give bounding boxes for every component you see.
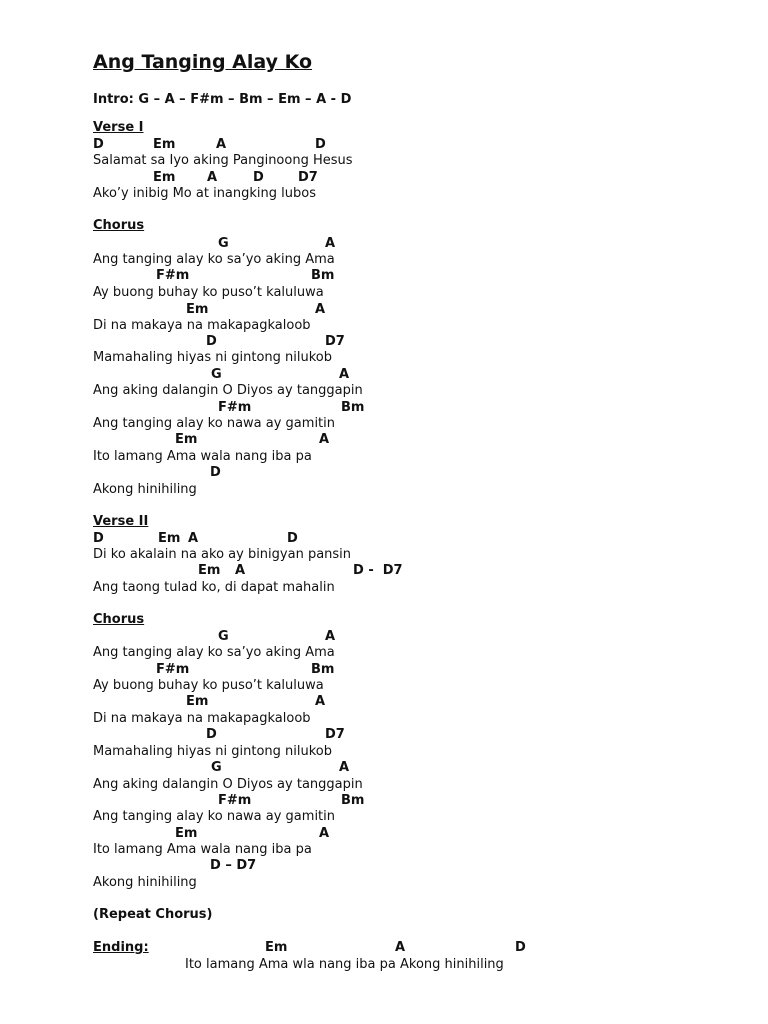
chord: A [339,367,350,382]
chorus2-heading: Chorus [93,612,145,627]
chord: Em [198,563,221,578]
chord: D7 [325,334,345,349]
chord: Bm [341,400,365,415]
chord: Em [153,170,176,185]
chorus1-heading: Chorus [93,218,145,233]
chord: D - D7 [353,563,403,578]
chord: F#m [156,662,190,677]
lyric-line: Mamahaling hiyas ni gintong nilukob [93,350,333,365]
chord: D [206,727,217,742]
chord: F#m [218,400,252,415]
chord: A [235,563,246,578]
chord: A [319,826,330,841]
chord: A [395,940,406,955]
lyric-line: Ang tanging alay ko sa’yo aking Ama [93,252,335,267]
chord: A [216,137,227,152]
lyric-line: Ay buong buhay ko puso’t kaluluwa [93,678,324,693]
song-title: Ang Tanging Alay Ko [93,51,313,73]
verse2-heading: Verse II [93,514,149,529]
chord: D7 [298,170,318,185]
chord: F#m [218,793,252,808]
chord: Em [265,940,288,955]
lyric-line: Ito lamang Ama wla nang iba pa Akong hinihiling [185,957,504,972]
chord: A [188,531,199,546]
chord: G [218,236,229,251]
intro-line: Intro: G – A – F#m – Bm – Em – A - D [93,92,352,107]
ending-heading: Ending: [93,940,149,955]
chord: D – D7 [210,858,257,873]
lyric-line: Ang aking dalangin O Diyos ay tanggapin [93,777,363,792]
lyric-line: Akong hinihiling [93,482,197,497]
lyric-line: Ang tanging alay ko nawa ay gamitin [93,809,335,824]
lyric-line: Ang taong tulad ko, di dapat mahalin [93,580,335,595]
chord: Em [158,531,181,546]
chord: D [93,531,104,546]
chord: D [253,170,264,185]
chord: Em [175,432,198,447]
lyric-line: Ito lamang Ama wala nang iba pa [93,449,312,464]
chord: Bm [311,662,335,677]
chord: A [339,760,350,775]
lyric-line: Ang tanging alay ko nawa ay gamitin [93,416,335,431]
lyric-line: Ang aking dalangin O Diyos ay tanggapin [93,383,363,398]
lyric-line: Akong hinihiling [93,875,197,890]
chord: A [315,694,326,709]
chord: Em [153,137,176,152]
chord: A [325,629,336,644]
lyric-line: Di na makaya na makapagkaloob [93,711,311,726]
chord: Em [186,694,209,709]
repeat-chorus-note: (Repeat Chorus) [93,907,213,922]
lyric-line: Ito lamang Ama wala nang iba pa [93,842,312,857]
chord: D7 [325,727,345,742]
chord: Em [186,302,209,317]
lyric-line: Di ko akalain na ako ay binigyan pansin [93,547,352,562]
chord: D [287,531,298,546]
verse1-heading: Verse I [93,120,144,135]
chord: D [206,334,217,349]
chord: F#m [156,268,190,283]
lyric-line: Salamat sa Iyo aking Panginoong Hesus [93,153,353,168]
chord: G [218,629,229,644]
lyric-line: Ang tanging alay ko sa’yo aking Ama [93,645,335,660]
lyric-line: Mamahaling hiyas ni gintong nilukob [93,744,333,759]
chord: D [210,465,221,480]
chord: A [319,432,330,447]
chord: Bm [311,268,335,283]
chord: D [315,137,326,152]
lyric-line: Di na makaya na makapagkaloob [93,318,311,333]
chord: A [207,170,218,185]
chord: A [325,236,336,251]
chord: Bm [341,793,365,808]
chord: D [93,137,104,152]
chord: Em [175,826,198,841]
chord: G [211,367,222,382]
lyric-line: Ay buong buhay ko puso’t kaluluwa [93,285,324,300]
chord: G [211,760,222,775]
chord: D [515,940,526,955]
lyric-line: Ako’y inibig Mo at inangking lubos [93,186,316,201]
chord: A [315,302,326,317]
